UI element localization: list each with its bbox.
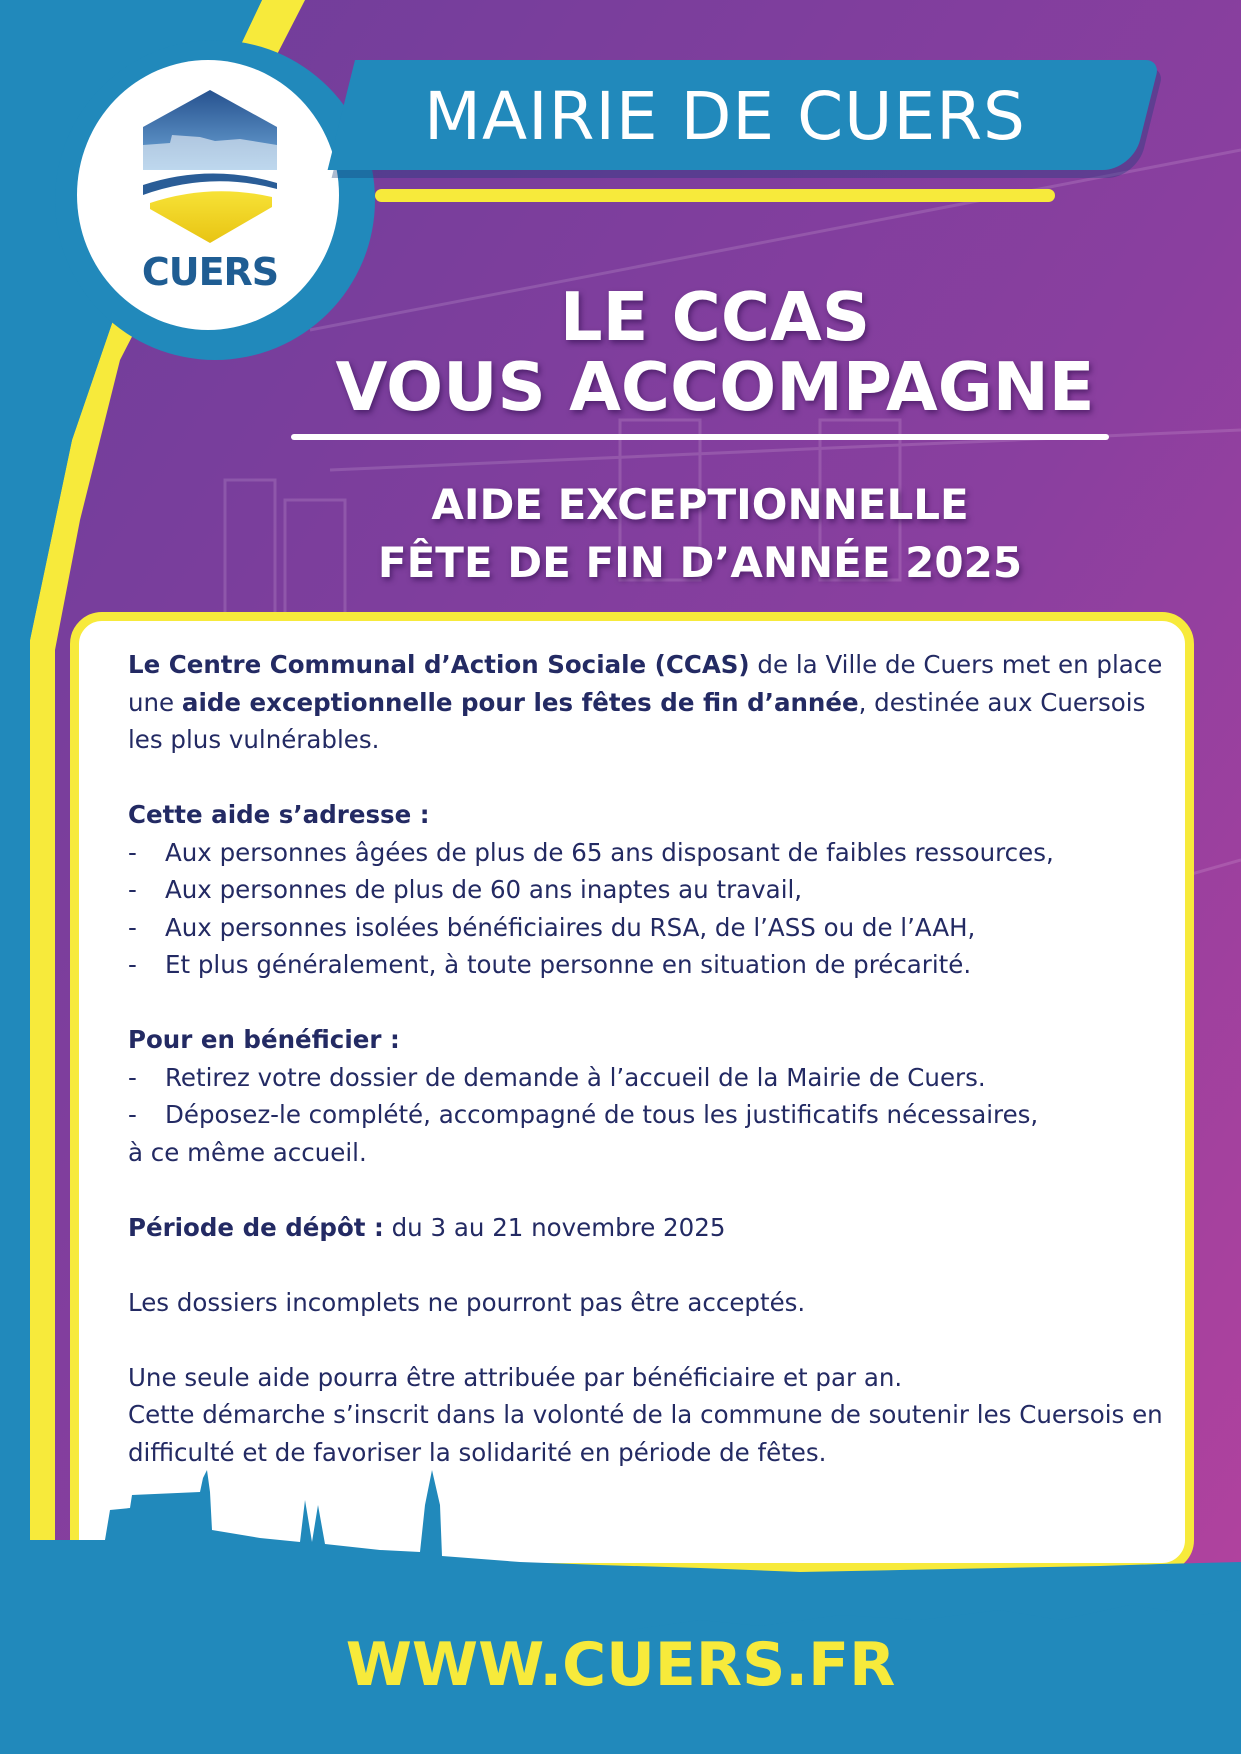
eligibility-item-4: Et plus généralement, à toute personne en situation de précarité.	[165, 950, 972, 979]
header-title: MAIRIE DE CUERS	[424, 78, 1026, 155]
intro-text-2: , destinée aux Cuersois les plus vulnérables.	[128, 687, 1146, 754]
list-item: - Aux personnes isolées bénéficiaires du RSA, de l’ASS ou de l’AAH,	[128, 912, 976, 942]
deposit-value: du 3 au 21 novembre 2025	[383, 1212, 726, 1242]
logo-text: CUERS	[141, 250, 279, 294]
procedure-item-1: Retirez votre dossier de demande à l’accueil de la Mairie de Cuers.	[165, 1062, 986, 1092]
procedure-heading	[128, 1021, 1178, 1059]
cuers-logo-icon	[140, 85, 280, 245]
list-item: - Retirez votre dossier de demande à l’accueil de la Mairie de Cuers.	[128, 1062, 986, 1092]
list-item: - Aux personnes de plus de 60 ans inaptes au travail,	[128, 875, 803, 904]
subhead	[300, 476, 1100, 592]
list-item: - Et plus généralement, à toute personne en situation de précarité.	[128, 950, 972, 979]
intro-bold-1: Le Centre Communal d’Action Sociale (CCAS)	[128, 650, 750, 679]
eligibility-item-1: Aux personnes âgées de plus de 65 ans disposant de faibles ressources,	[165, 837, 1054, 867]
deposit-period	[128, 1209, 1178, 1247]
eligibility-heading	[128, 796, 1178, 834]
procedure-heading-text: Pour en bénéficier :	[128, 1025, 400, 1054]
subhead-line-2: FÊTE DE FIN D’ANNÉE 2025	[377, 538, 1023, 587]
website-link[interactable]: WWW.CUERS.FR	[345, 1630, 896, 1700]
list-item: - Déposez-le complété, accompagné de tous les justificatifs nécessaires,	[128, 1100, 1039, 1129]
headline	[290, 278, 1140, 426]
deposit-label: Période de dépôt :	[128, 1212, 384, 1242]
closing-line-1: Une seule aide pourra être attribuée par bénéficiaire et par an.	[128, 1362, 903, 1392]
eligibility-heading-text: Cette aide s’adresse :	[128, 800, 430, 829]
list-item: - Aux personnes âgées de plus de 65 ans disposant de faibles ressources,	[128, 837, 1054, 867]
eligibility-item-2: Aux personnes de plus de 60 ans inaptes au travail,	[165, 875, 803, 904]
headline-line-2: VOUS ACCOMPAGNE	[335, 348, 1095, 426]
town-skyline-silhouette	[0, 1470, 1241, 1754]
eligibility-item-3: Aux personnes isolées bénéficiaires du RSA, de l’ASS ou de l’AAH,	[165, 912, 976, 942]
headline-divider	[291, 434, 1109, 440]
headline-line-1: LE CCAS	[559, 278, 871, 356]
incomplete-notice: Les dossiers incomplets ne pourront pas être acceptés.	[128, 1287, 806, 1317]
subhead-line-1: AIDE EXCEPTIONNELLE	[431, 480, 969, 529]
closing-line-2: Cette démarche s’inscrit dans la volonté de la commune de soutenir les Cuersois en difficulté et de favoriser la solidarité en période de fêtes.	[128, 1400, 1163, 1467]
content-body	[128, 646, 1178, 1471]
intro-bold-2: aide exceptionnelle pour les fêtes de fin d’année	[181, 687, 859, 717]
header-underline	[375, 189, 1055, 202]
procedure-continuation: à ce même accueil.	[128, 1137, 367, 1167]
intro-paragraph	[128, 646, 1178, 759]
procedure-item-2: Déposez-le complété, accompagné de tous les justificatifs nécessaires,	[165, 1100, 1039, 1129]
intro-text-1: de la Ville de Cuers met en place une	[128, 650, 1163, 717]
